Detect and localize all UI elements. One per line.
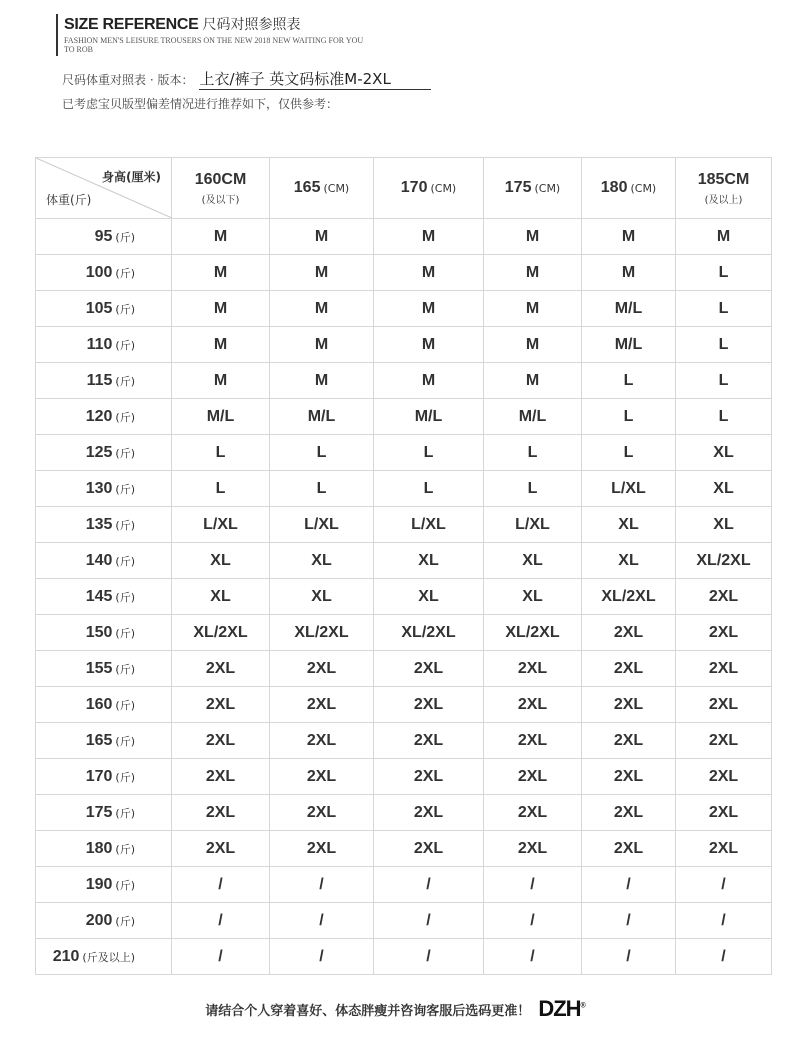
version-label: 尺码体重对照表 · 版本： xyxy=(62,73,194,87)
size-cell: 2XL xyxy=(172,795,270,831)
weight-unit: (斤) xyxy=(115,734,135,748)
size-cell: / xyxy=(484,867,582,903)
size-cell: 2XL xyxy=(484,651,582,687)
size-cell: L xyxy=(374,471,484,507)
table-row xyxy=(36,579,772,615)
weight-unit: (斤) xyxy=(115,878,135,892)
weight-unit: (斤) xyxy=(115,338,135,352)
version-line xyxy=(62,68,431,90)
size-cell: 2XL xyxy=(582,723,676,759)
table-row xyxy=(36,471,772,507)
size-cell: XL/2XL xyxy=(484,615,582,651)
size-cell: XL xyxy=(172,543,270,579)
brand-mark: ® xyxy=(580,1002,585,1010)
size-cell: XL/2XL xyxy=(374,615,484,651)
weight-cell xyxy=(36,399,172,435)
footer-text: 请结合个人穿着喜好、体态胖瘦并咨询客服后选码更准！ xyxy=(205,1003,531,1019)
size-cell: XL/2XL xyxy=(676,543,772,579)
size-cell: 2XL xyxy=(270,651,374,687)
size-cell: 2XL xyxy=(374,795,484,831)
size-cell: L xyxy=(582,363,676,399)
size-cell: / xyxy=(484,939,582,975)
weight-value: 190 xyxy=(85,875,113,893)
weight-cell xyxy=(36,759,172,795)
size-cell: L xyxy=(582,435,676,471)
weight-cell xyxy=(36,651,172,687)
size-cell: XL xyxy=(582,543,676,579)
size-cell: M xyxy=(484,327,582,363)
table-row xyxy=(36,291,772,327)
size-cell: 2XL xyxy=(172,759,270,795)
size-cell: XL xyxy=(676,507,772,543)
size-cell: L xyxy=(484,435,582,471)
size-cell: L xyxy=(676,327,772,363)
weight-unit: (斤) xyxy=(115,842,135,856)
size-cell: 2XL xyxy=(676,759,772,795)
weight-value: 135 xyxy=(85,515,113,533)
subtitle: FASHION MEN'S LEISURE TROUSERS ON THE NEW 2018 NEW WAITING FOR YOU TO ROB xyxy=(64,36,364,54)
size-cell: M/L xyxy=(484,399,582,435)
size-cell: 2XL xyxy=(484,795,582,831)
size-cell: XL xyxy=(270,543,374,579)
size-cell: 2XL xyxy=(582,687,676,723)
table-row xyxy=(36,507,772,543)
weight-value: 110 xyxy=(86,335,113,353)
height-unit: (CM) xyxy=(430,182,457,195)
size-cell: 2XL xyxy=(582,651,676,687)
height-value: 185CM xyxy=(697,170,750,188)
weight-value: 175 xyxy=(85,803,113,821)
size-cell: / xyxy=(582,903,676,939)
size-cell: 2XL xyxy=(582,615,676,651)
size-cell: L/XL xyxy=(172,507,270,543)
weight-cell xyxy=(36,867,172,903)
size-cell: M xyxy=(374,219,484,255)
table-row xyxy=(36,615,772,651)
size-cell: 2XL xyxy=(484,687,582,723)
size-cell: M xyxy=(270,363,374,399)
weight-cell xyxy=(36,543,172,579)
table-row xyxy=(36,795,772,831)
size-cell: XL/2XL xyxy=(172,615,270,651)
size-cell: / xyxy=(172,867,270,903)
height-sub: (及以下) xyxy=(201,194,240,206)
weight-value: 125 xyxy=(85,443,113,461)
weight-cell xyxy=(36,831,172,867)
size-cell: XL xyxy=(676,435,772,471)
corner-height-label: 身高(厘米) xyxy=(102,170,161,184)
weight-unit: (斤) xyxy=(115,770,135,784)
size-cell: XL xyxy=(374,579,484,615)
weight-unit: (斤) xyxy=(115,374,135,388)
footer xyxy=(0,996,790,1022)
size-cell: M/L xyxy=(270,399,374,435)
size-cell: 2XL xyxy=(484,723,582,759)
size-cell: M/L xyxy=(172,399,270,435)
title-en: SIZE REFERENCE xyxy=(64,16,199,33)
size-cell: M xyxy=(172,255,270,291)
size-cell: 2XL xyxy=(374,759,484,795)
size-cell: XL/2XL xyxy=(582,579,676,615)
size-cell: / xyxy=(270,867,374,903)
weight-unit: (斤) xyxy=(115,230,135,244)
height-sub: (及以上) xyxy=(704,194,743,206)
size-cell: M xyxy=(270,219,374,255)
weight-cell xyxy=(36,903,172,939)
size-cell: 2XL xyxy=(676,795,772,831)
table-row xyxy=(36,651,772,687)
weight-value: 200 xyxy=(85,911,113,929)
weight-value: 145 xyxy=(85,587,113,605)
weight-cell xyxy=(36,255,172,291)
size-cell: M xyxy=(676,219,772,255)
weight-cell xyxy=(36,363,172,399)
size-cell: M xyxy=(270,255,374,291)
size-cell: XL xyxy=(270,579,374,615)
height-value: 175 xyxy=(504,179,532,196)
height-header xyxy=(172,158,270,219)
size-cell: XL xyxy=(172,579,270,615)
size-cell: 2XL xyxy=(374,687,484,723)
size-cell: / xyxy=(582,867,676,903)
height-unit: (CM) xyxy=(323,182,350,195)
note-line: 已考虑宝贝版型偏差情况进行推荐如下，仅供参考： xyxy=(62,97,339,111)
weight-value: 165 xyxy=(85,731,113,749)
size-cell: 2XL xyxy=(270,687,374,723)
size-cell: 2XL xyxy=(676,831,772,867)
size-cell: 2XL xyxy=(484,831,582,867)
table-row xyxy=(36,831,772,867)
size-cell: / xyxy=(484,903,582,939)
size-cell: / xyxy=(676,903,772,939)
weight-unit: (斤) xyxy=(115,266,135,280)
table-row xyxy=(36,723,772,759)
size-cell: / xyxy=(270,903,374,939)
size-cell: XL/2XL xyxy=(270,615,374,651)
weight-unit: (斤) xyxy=(115,410,135,424)
weight-value: 105 xyxy=(85,299,113,317)
table-row xyxy=(36,759,772,795)
table-row xyxy=(36,435,772,471)
size-cell: M xyxy=(374,363,484,399)
weight-value: 120 xyxy=(85,407,113,425)
weight-value: 95 xyxy=(94,227,113,245)
size-cell: L xyxy=(676,399,772,435)
size-cell: M xyxy=(172,219,270,255)
table-row xyxy=(36,255,772,291)
weight-cell xyxy=(36,291,172,327)
weight-cell xyxy=(36,219,172,255)
size-cell: M xyxy=(374,255,484,291)
size-cell: 2XL xyxy=(582,795,676,831)
weight-value: 180 xyxy=(85,839,113,857)
size-cell: 2XL xyxy=(374,831,484,867)
size-cell: 2XL xyxy=(374,723,484,759)
size-cell: / xyxy=(582,939,676,975)
size-cell: M/L xyxy=(374,399,484,435)
weight-unit: (斤) xyxy=(115,446,135,460)
size-cell: M xyxy=(582,255,676,291)
size-cell: XL xyxy=(374,543,484,579)
size-cell: L/XL xyxy=(374,507,484,543)
weight-cell xyxy=(36,471,172,507)
size-cell: 2XL xyxy=(374,651,484,687)
size-cell: M xyxy=(484,255,582,291)
weight-cell xyxy=(36,327,172,363)
size-cell: L xyxy=(172,435,270,471)
weight-unit: (斤) xyxy=(115,590,135,604)
weight-cell xyxy=(36,723,172,759)
weight-unit: (斤) xyxy=(115,698,135,712)
size-cell: 2XL xyxy=(582,759,676,795)
size-cell: 2XL xyxy=(582,831,676,867)
height-header xyxy=(270,158,374,219)
size-cell: L/XL xyxy=(484,507,582,543)
size-cell: L xyxy=(374,435,484,471)
height-unit: (CM) xyxy=(534,182,561,195)
diagonal-line xyxy=(36,158,172,218)
weight-unit: (斤) xyxy=(115,662,135,676)
size-cell: 2XL xyxy=(676,687,772,723)
weight-cell xyxy=(36,939,172,975)
size-cell: M xyxy=(374,291,484,327)
weight-value: 155 xyxy=(85,659,113,677)
table-row xyxy=(36,327,772,363)
size-cell: L xyxy=(676,255,772,291)
weight-unit: (斤) xyxy=(115,482,135,496)
size-cell: M xyxy=(484,219,582,255)
table-row xyxy=(36,219,772,255)
size-cell: 2XL xyxy=(172,651,270,687)
size-cell: XL xyxy=(484,579,582,615)
header xyxy=(56,14,374,56)
size-cell: XL xyxy=(582,507,676,543)
size-cell: / xyxy=(374,903,484,939)
size-cell: 2XL xyxy=(172,723,270,759)
height-header xyxy=(484,158,582,219)
size-cell: 2XL xyxy=(676,579,772,615)
size-cell: 2XL xyxy=(270,795,374,831)
weight-unit: (斤) xyxy=(115,302,135,316)
size-cell: / xyxy=(270,939,374,975)
brand-logo xyxy=(538,996,584,1022)
weight-value: 150 xyxy=(85,623,113,641)
weight-value: 115 xyxy=(86,371,113,389)
weight-value: 140 xyxy=(85,551,113,569)
weight-cell xyxy=(36,795,172,831)
weight-cell xyxy=(36,687,172,723)
table-row xyxy=(36,543,772,579)
size-cell: L xyxy=(676,291,772,327)
table-row xyxy=(36,903,772,939)
size-cell: XL xyxy=(676,471,772,507)
size-cell: 2XL xyxy=(676,723,772,759)
table-row xyxy=(36,363,772,399)
height-unit: (CM) xyxy=(630,182,657,195)
size-cell: 2XL xyxy=(676,651,772,687)
table-row xyxy=(36,687,772,723)
size-cell: / xyxy=(172,939,270,975)
size-cell: L/XL xyxy=(270,507,374,543)
weight-value: 100 xyxy=(85,263,113,281)
brand-name: DZH xyxy=(538,996,581,1021)
size-cell: M xyxy=(172,363,270,399)
size-cell: / xyxy=(676,939,772,975)
size-cell: / xyxy=(374,867,484,903)
table-row xyxy=(36,939,772,975)
corner-cell xyxy=(36,158,172,219)
weight-cell xyxy=(36,435,172,471)
size-cell: M xyxy=(172,291,270,327)
size-cell: L xyxy=(484,471,582,507)
size-cell: M xyxy=(172,327,270,363)
size-cell: 2XL xyxy=(676,615,772,651)
height-value: 170 xyxy=(400,179,428,196)
size-cell: L xyxy=(270,471,374,507)
size-cell: / xyxy=(676,867,772,903)
weight-value: 130 xyxy=(85,479,113,497)
size-cell: M xyxy=(270,291,374,327)
weight-value: 210 xyxy=(52,947,80,965)
size-cell: 2XL xyxy=(484,759,582,795)
weight-unit: (斤) xyxy=(115,914,135,928)
size-cell: M xyxy=(582,219,676,255)
size-cell: L xyxy=(172,471,270,507)
table-row xyxy=(36,867,772,903)
weight-unit: (斤) xyxy=(115,518,135,532)
size-cell: M/L xyxy=(582,291,676,327)
title-row xyxy=(64,14,374,34)
size-cell: M xyxy=(484,363,582,399)
weight-cell xyxy=(36,615,172,651)
size-cell: M xyxy=(374,327,484,363)
version-value: 上衣/裤子 英文码标准M-2XL xyxy=(199,68,430,90)
size-cell: L xyxy=(582,399,676,435)
height-value: 165 xyxy=(293,179,321,196)
size-cell: L xyxy=(676,363,772,399)
size-cell: M xyxy=(270,327,374,363)
weight-cell xyxy=(36,507,172,543)
size-cell: 2XL xyxy=(270,723,374,759)
table-body xyxy=(36,219,772,975)
table-row xyxy=(36,399,772,435)
weight-unit: (斤) xyxy=(115,806,135,820)
size-cell: L xyxy=(270,435,374,471)
corner-weight-label: 体重(斤) xyxy=(46,193,92,207)
size-cell: M/L xyxy=(582,327,676,363)
size-cell: M xyxy=(484,291,582,327)
weight-value: 170 xyxy=(85,767,113,785)
size-cell: / xyxy=(374,939,484,975)
title-cn: 尺码对照参照表 xyxy=(202,17,301,33)
size-cell: 2XL xyxy=(172,831,270,867)
height-value: 180 xyxy=(600,179,628,196)
weight-unit: (斤) xyxy=(115,626,135,640)
height-header xyxy=(676,158,772,219)
size-cell: 2XL xyxy=(270,759,374,795)
height-header xyxy=(582,158,676,219)
size-table xyxy=(35,157,772,975)
weight-unit: (斤及以上) xyxy=(82,950,135,964)
weight-unit: (斤) xyxy=(115,554,135,568)
height-header xyxy=(374,158,484,219)
weight-cell xyxy=(36,579,172,615)
header-row xyxy=(36,158,772,219)
size-cell: 2XL xyxy=(172,687,270,723)
size-cell: XL xyxy=(484,543,582,579)
size-cell: L/XL xyxy=(582,471,676,507)
size-cell: 2XL xyxy=(270,831,374,867)
weight-value: 160 xyxy=(85,695,113,713)
size-cell: / xyxy=(172,903,270,939)
height-value: 160CM xyxy=(194,170,247,188)
